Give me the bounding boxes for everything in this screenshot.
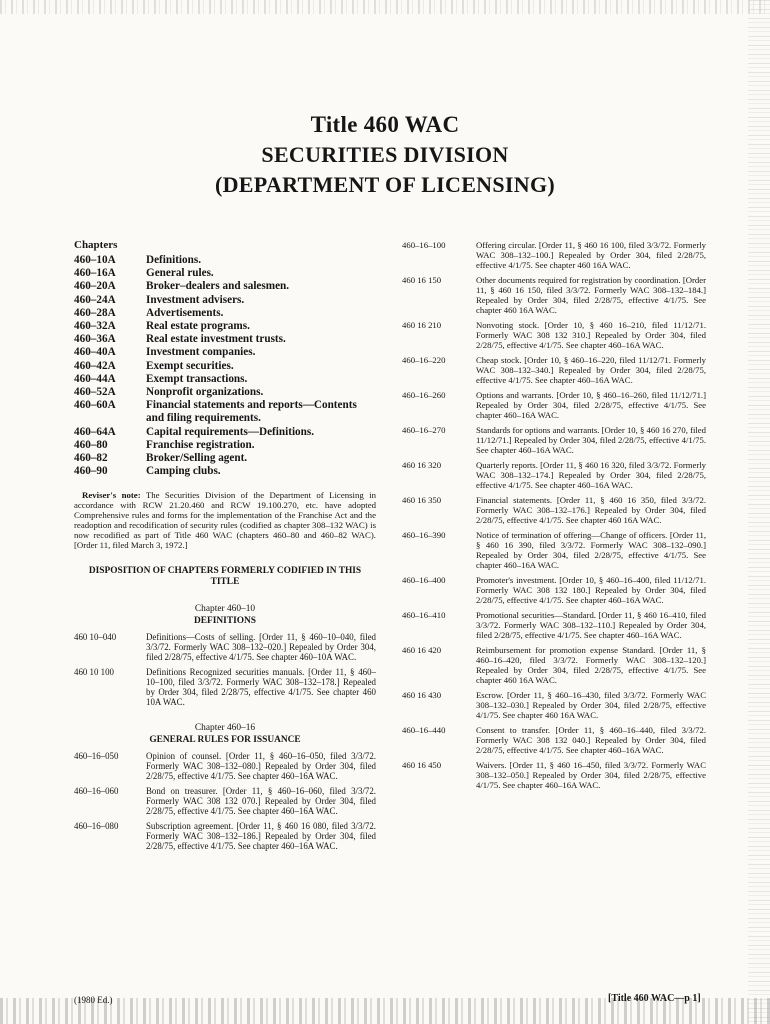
section-text: Standards for options and warrants. [Order 10, § 460 16 270, filed 11/12/71.] Repealed by Order 304, filed 2/28/75, effective 4/1/75. See chapter 460–16A WAC. bbox=[476, 425, 706, 455]
chapter-row bbox=[74, 373, 376, 386]
chapter-title: Real estate programs. bbox=[146, 320, 250, 333]
title-line-2: SECURITIES DIVISION bbox=[261, 142, 509, 167]
section-entry bbox=[402, 575, 706, 605]
section-entry bbox=[402, 390, 706, 420]
chapter-row bbox=[74, 320, 376, 333]
section-number: 460 10–040 bbox=[74, 632, 117, 643]
section-entry bbox=[402, 495, 706, 525]
chapter-row bbox=[74, 307, 376, 320]
section-number: 460–16–390 bbox=[402, 530, 446, 540]
chapter-number: 460–64A bbox=[74, 425, 116, 438]
section-entry bbox=[402, 425, 706, 455]
chapter-row bbox=[74, 465, 376, 478]
chapter-title: Financial statements and reports—Contents and filing requirements. bbox=[146, 399, 357, 425]
section-text: Promoter's investment. [Order 10, § 460–16–400, filed 11/12/71. Formerly WAC 308 132 180.] Repealed by Order 304, filed 2/28/75, effective 4/1/75. See chapter 460–16A WAC. bbox=[476, 575, 706, 605]
section-entry bbox=[74, 632, 376, 662]
chapter-number: 460–32A bbox=[74, 320, 116, 333]
section-number: 460–16–080 bbox=[74, 821, 119, 832]
chapter-title: Broker–dealers and salesmen. bbox=[146, 280, 290, 293]
section-number: 460–16–270 bbox=[402, 425, 446, 435]
section-text: Options and warrants. [Order 10, § 460–16–260, filed 11/12/71.] Repealed by Order 304, filed 2/28/75, effective 4/1/75. See chapter 460–16A WAC. bbox=[476, 390, 706, 420]
section-text: Other documents required for registration by coordination. [Order 11, § 460 16 150, filed 3/3/72. Formerly WAC 308–132–184.] Repealed by Order 304, filed 2/28/75, effective 4/1/75. See chapter 460 16A WAC. bbox=[476, 275, 706, 315]
scan-noise-top bbox=[0, 0, 770, 14]
edition-footer: (1980 Ed.) bbox=[74, 995, 113, 1005]
chapter-number: 460–16A bbox=[74, 267, 116, 280]
section-text: Consent to transfer. [Order 11, § 460–16–440, filed 3/3/72. Formerly WAC 308 132 040.] Repealed by Order 304, filed 2/28/75, effective 4/1/75. See chapter 460–16A WAC. bbox=[476, 725, 706, 755]
chapter-number: 460–28A bbox=[74, 306, 116, 319]
document-title bbox=[0, 110, 770, 200]
chapter-number: 460–82 bbox=[74, 452, 108, 465]
section-number: 460 16 430 bbox=[402, 690, 442, 700]
chapter-label: Chapter 460–16 bbox=[194, 723, 256, 734]
section-text: Escrow. [Order 11, § 460–16–430, filed 3/3/72. Formerly WAC 308–132–030.] Repealed by Order 304, filed 2/28/75, effective 4/1/75. See chapter 460 16A WAC. bbox=[476, 690, 706, 720]
section-text: Opinion of counsel. [Order 11, § 460–16–050, filed 3/3/72. Formerly WAC 308–132–080.] Repealed by Order 304, filed 2/28/75, effective 4/1/75. See chapter 460–16A WAC. bbox=[146, 751, 376, 782]
section-text: Reimbursement for promotion expense Standard. [Order 11, § 460–16–420, filed 3/3/72. Formerly WAC 308–132–120.] Repealed by Order 304, filed 2/28/75, effective 4/1/75. See chapter 460 16A WAC. bbox=[476, 645, 706, 685]
chapter-number: 460–52A bbox=[74, 386, 116, 399]
revisers-note-text: The Securities Division of the Department of Licensing in accordance with RCW 21.20.460 and RCW 19.100.270, etc. have adopted Comprehensive rules and forms for the implementation of the Franchise Act and the readoption and recodification of security rules (codified as chapter 308–132 WAC) is now recodified as part of Title 460 WAC (chapters 460–80 and 460–82 WAC). [Order 11, filed March 3, 1972.] bbox=[74, 490, 377, 551]
section-number: 460–16–220 bbox=[402, 355, 446, 365]
chapter-row bbox=[74, 294, 376, 307]
section-number: 460–16–100 bbox=[402, 240, 446, 250]
section-entry bbox=[74, 667, 376, 707]
section-number: 460 16 420 bbox=[402, 645, 442, 655]
chapter-title: Advertisements. bbox=[146, 306, 224, 319]
chapter-row bbox=[74, 386, 376, 399]
section-text: Notice of termination of offering—Change of officers. [Order 11, § 460 16 390, filed 3/3/72. Formerly WAC 308–132–090.] Repealed by Order 304, filed 2/28/75, effective 4/1/75. See chapter 460–16A WAC. bbox=[476, 530, 706, 570]
chapter-row bbox=[74, 439, 376, 452]
chapter-title: Exempt securities. bbox=[146, 359, 234, 372]
title-line-3: (DEPARTMENT OF LICENSING) bbox=[214, 172, 555, 197]
section-text: Offering circular. [Order 11, § 460 16 100, filed 3/3/72. Formerly WAC 308–132–100.] Repealed by Order 304, filed 2/28/75, effective 4/1/75. See chapter 460 16A WAC. bbox=[476, 240, 706, 270]
chapter-number: 460–20A bbox=[74, 280, 116, 293]
section-number: 460 16 320 bbox=[402, 460, 442, 470]
chapter-subtitle: GENERAL RULES FOR ISSUANCE bbox=[149, 734, 301, 745]
chapter-title: Broker/Selling agent. bbox=[146, 452, 248, 465]
chapters-heading: Chapters bbox=[74, 239, 118, 251]
chapter-heading-10 bbox=[74, 604, 376, 627]
chapter-title: Real estate investment trusts. bbox=[146, 333, 286, 346]
section-entry bbox=[74, 821, 376, 851]
chapter-title: Investment advisers. bbox=[146, 293, 245, 306]
section-entry bbox=[402, 275, 706, 315]
section-text: Subscription agreement. [Order 11, § 460 16 080, filed 3/3/72. Formerly WAC 308–132–186.] Repealed by Order 304, filed 2/28/75, effective 4/1/75. See chapter 460–16A WAC. bbox=[146, 821, 376, 852]
revisers-note bbox=[74, 490, 376, 550]
section-number: 460–16–410 bbox=[402, 610, 446, 620]
section-text: Definitions—Costs of selling. [Order 11, § 460–10–040, filed 3/3/72. Formerly WAC 308–132–020.] Repealed by Order 304, filed 2/28/75, effective 4/1/75. See chapter 460–10A WAC. bbox=[146, 632, 376, 663]
section-number: 460 16 450 bbox=[402, 760, 442, 770]
chapter-number: 460–42A bbox=[74, 359, 116, 372]
section-number: 460–16–060 bbox=[74, 786, 119, 797]
chapter-number: 460–10A bbox=[74, 254, 116, 266]
section-entry bbox=[74, 786, 376, 816]
chapter-title: Exempt transactions. bbox=[146, 372, 248, 385]
section-text: Waivers. [Order 11, § 460 16–450, filed 3/3/72. Formerly WAC 308–132–050.] Repealed by Order 304, filed 2/28/75, effective 4/1/75. See chapter 460–16A WAC. bbox=[476, 760, 706, 790]
chapter-title: Capital requirements—Definitions. bbox=[146, 425, 315, 438]
section-text: Nonvoting stock. [Order 10, § 460 16–210, filed 11/12/71. Formerly WAC 308 132 310.] Repealed by Order 304, filed 2/28/75, effective 4/1/75. See chapter 460–16A WAC. bbox=[476, 320, 706, 350]
chapter-number: 460–36A bbox=[74, 333, 116, 346]
section-number: 460 10 100 bbox=[74, 667, 114, 678]
chapter-number: 460–40A bbox=[74, 346, 116, 359]
chapter-number: 460–90 bbox=[74, 465, 108, 478]
chapter-title: Investment companies. bbox=[146, 346, 256, 359]
chapter-row bbox=[74, 360, 376, 373]
section-entry bbox=[402, 530, 706, 570]
chapter-row bbox=[74, 267, 376, 280]
chapter-number: 460–80 bbox=[74, 438, 108, 451]
chapter-number: 460–24A bbox=[74, 293, 116, 306]
section-entry bbox=[402, 760, 706, 790]
section-text: Financial statements. [Order 11, § 460 16 350, filed 3/3/72. Formerly WAC 308–132–176.] Repealed by Order 304, filed 2/28/75, effective 4/1/75. See chapter 460 16A WAC. bbox=[476, 495, 706, 525]
section-entry bbox=[402, 460, 706, 490]
section-text: Cheap stock. [Order 10, § 460–16–220, filed 11/12/71. Formerly WAC 308–132–340.] Repealed by Order 304, filed 2/28/75, effective 4/1/75. See chapter 460–16A WAC. bbox=[476, 355, 706, 385]
chapter-title: Nonprofit organizations. bbox=[146, 386, 264, 399]
section-text: Promotional securities—Standard. [Order 11, § 460 16–410, filed 3/3/72. Formerly WAC 308–132–110.] Repealed by Order 304, filed 2/28/75, effective 4/1/75. See chapter 460–16A WAC. bbox=[476, 610, 706, 640]
chapter-title: Franchise registration. bbox=[146, 438, 255, 451]
chapters-list bbox=[74, 254, 376, 478]
chapter-title: General rules. bbox=[146, 267, 214, 280]
revisers-note-label: Reviser's note: bbox=[82, 490, 141, 501]
section-number: 460–16–440 bbox=[402, 725, 446, 735]
chapter-row bbox=[74, 333, 376, 346]
chapter-row bbox=[74, 452, 376, 465]
section-number: 460–16–260 bbox=[402, 390, 446, 400]
page-number-footer: [Title 460 WAC—p 1] bbox=[608, 993, 701, 1004]
disposition-heading: DISPOSITION OF CHAPTERS FORMERLY CODIFIED IN THIS TITLE bbox=[88, 566, 362, 588]
section-entry bbox=[74, 751, 376, 781]
chapter-row bbox=[74, 426, 376, 439]
section-text: Definitions Recognized securities manuals. [Order 11, § 460–10–100, filed 3/3/72. Formerly WAC 308–132–178.] Repealed by Order 304, filed 2/28/75, effective 4/1/75. See chapter 460 10A WAC. bbox=[146, 667, 376, 708]
section-number: 460 16 150 bbox=[402, 275, 442, 285]
chapter-title: Camping clubs. bbox=[146, 465, 221, 478]
section-entry bbox=[402, 610, 706, 640]
section-number: 460–16–050 bbox=[74, 751, 119, 762]
chapter-row bbox=[74, 254, 376, 267]
section-entry bbox=[402, 725, 706, 755]
section-number: 460–16–400 bbox=[402, 575, 446, 585]
chapter-subtitle: DEFINITIONS bbox=[194, 615, 256, 626]
section-text: Bond on treasurer. [Order 11, § 460–16–060, filed 3/3/72. Formerly WAC 308 132 070.] Repealed by Order 304, filed 2/28/75, effective 4/1/75. See chapter 460–16A WAC. bbox=[146, 786, 376, 817]
chapter-row bbox=[74, 280, 376, 293]
section-number: 460 16 210 bbox=[402, 320, 442, 330]
title-line-1: Title 460 WAC bbox=[310, 112, 460, 137]
section-entry bbox=[402, 690, 706, 720]
section-text: Quarterly reports. [Order 11, § 460 16 320, filed 3/3/72. Formerly WAC 308–132–174.] Repealed by Order 304, filed 2/28/75, effective 4/1/75. See chapter 460–16A WAC. bbox=[476, 460, 706, 490]
chapter-heading-16 bbox=[74, 723, 376, 746]
right-column bbox=[402, 240, 706, 795]
section-number: 460 16 350 bbox=[402, 495, 442, 505]
chapter-number: 460–60A bbox=[74, 399, 116, 412]
section-entry bbox=[402, 320, 706, 350]
chapter-title: Definitions. bbox=[146, 254, 202, 266]
chapter-row bbox=[74, 399, 376, 425]
left-column bbox=[74, 240, 376, 851]
section-entry bbox=[402, 240, 706, 270]
section-entry bbox=[402, 645, 706, 685]
chapter-label: Chapter 460–10 bbox=[194, 604, 256, 615]
chapter-number: 460–44A bbox=[74, 372, 116, 385]
chapter-row bbox=[74, 346, 376, 359]
section-entry bbox=[402, 355, 706, 385]
